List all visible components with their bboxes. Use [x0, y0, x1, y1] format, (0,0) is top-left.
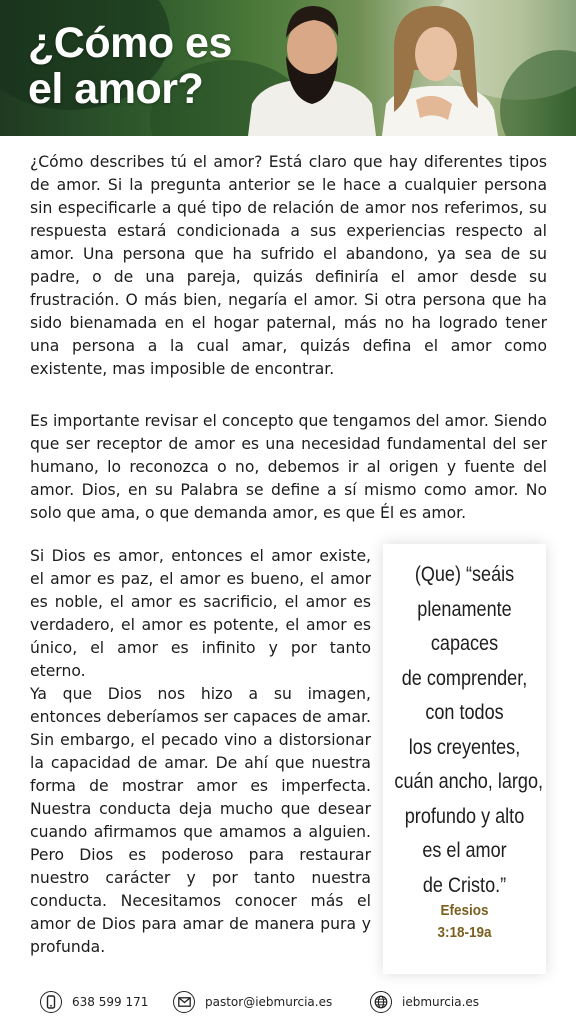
email-address[interactable]: pastor@iebmurcia.es [205, 995, 333, 1009]
contact-phone[interactable] [40, 990, 148, 1014]
quote-line: cuán ancho, largo, [394, 770, 544, 793]
concept-paragraph: Es importante revisar el concepto que tengamos del amor. Siendo que ser receptor de amor es una necesidad fundamental del ser humano, lo reconozca o no, debemos ir al origen y fuente del amor. Dios, en su Palabra se define a sí mismo como amor. No solo que ama, o que demanda amor, es que Él es amor. [30, 412, 547, 522]
quote-line: de Cristo.” [422, 873, 507, 897]
globe-icon [370, 991, 392, 1013]
reference-verses: 3:18-19a [437, 924, 492, 941]
intro-paragraph: ¿Cómo describes tú el amor? Está claro que hay diferentes tipos de amor. Si la pregunta anterior se le hace a cualquier persona sin especificarle a qué tipo de relación de amor nos referimos, su respuesta estará condicionada a sus experiencias respecto al amor. Una persona que ha sufrido el abandono, ya sea de su padre, o de una pareja, quizás definiría el amor desde su frustración. O más bien, negaría el amor. Si otra persona que ha sido bienamada en el hogar paternal, más no ha logrado tener una persona a la cual amar, quizás defina el amor como existente, mas imposible de encontrar. [30, 153, 547, 378]
contact-footer [0, 984, 576, 1020]
reference-book: Efesios [440, 902, 489, 919]
contact-website[interactable] [370, 990, 479, 1014]
quote-reference [391, 900, 538, 944]
phone-icon [40, 991, 62, 1013]
envelope-icon [173, 991, 195, 1013]
god-is-love-paragraph: Si Dios es amor, entonces el amor existe, el amor es paz, el amor es bueno, el amor es noble, el amor es sacrificio, el amor es verdadero, el amor es potente, el amor es único, el amor es infinito y por tanto eterno. [30, 547, 371, 680]
bible-quote-card [383, 544, 546, 974]
contact-email[interactable] [173, 990, 332, 1014]
quote-line: con todos [425, 701, 504, 724]
quote-line: plenamente [417, 597, 512, 621]
page-title [28, 20, 232, 112]
quote-text [394, 558, 544, 903]
phone-number[interactable]: 638 599 171 [72, 995, 149, 1009]
title-line-2: el amor? [28, 65, 204, 113]
header-banner [0, 0, 576, 136]
restoration-paragraph: Ya que Dios nos hizo a su imagen, entonces deberíamos ser capaces de amar. Sin embargo, el pecado vino a distorsionar la capacidad de amar. De ahí que nuestra forma de mostrar amor es imperfecta. Nuestra conducta deja mucho que desear cuando afirmamos que amamos a alguien. Pero Dios es poderoso para restaurar nuestro carácter y por tanto nuestra conducta. Necesitamos conocer más el amor de Dios para amar de manera pura y profunda. [30, 685, 371, 956]
article-column [30, 545, 371, 959]
quote-line: (Que) “seáis [414, 563, 515, 586]
couple-photo [248, 0, 518, 136]
quote-line: de comprender, [401, 666, 528, 690]
title-line-1: ¿Cómo es [28, 19, 232, 67]
quote-line: es el amor [422, 839, 507, 862]
quote-line: profundo y alto [404, 804, 525, 828]
quote-line: capaces [430, 632, 499, 655]
website-url[interactable]: iebmurcia.es [402, 995, 480, 1009]
quote-line: los creyentes, [408, 735, 521, 759]
